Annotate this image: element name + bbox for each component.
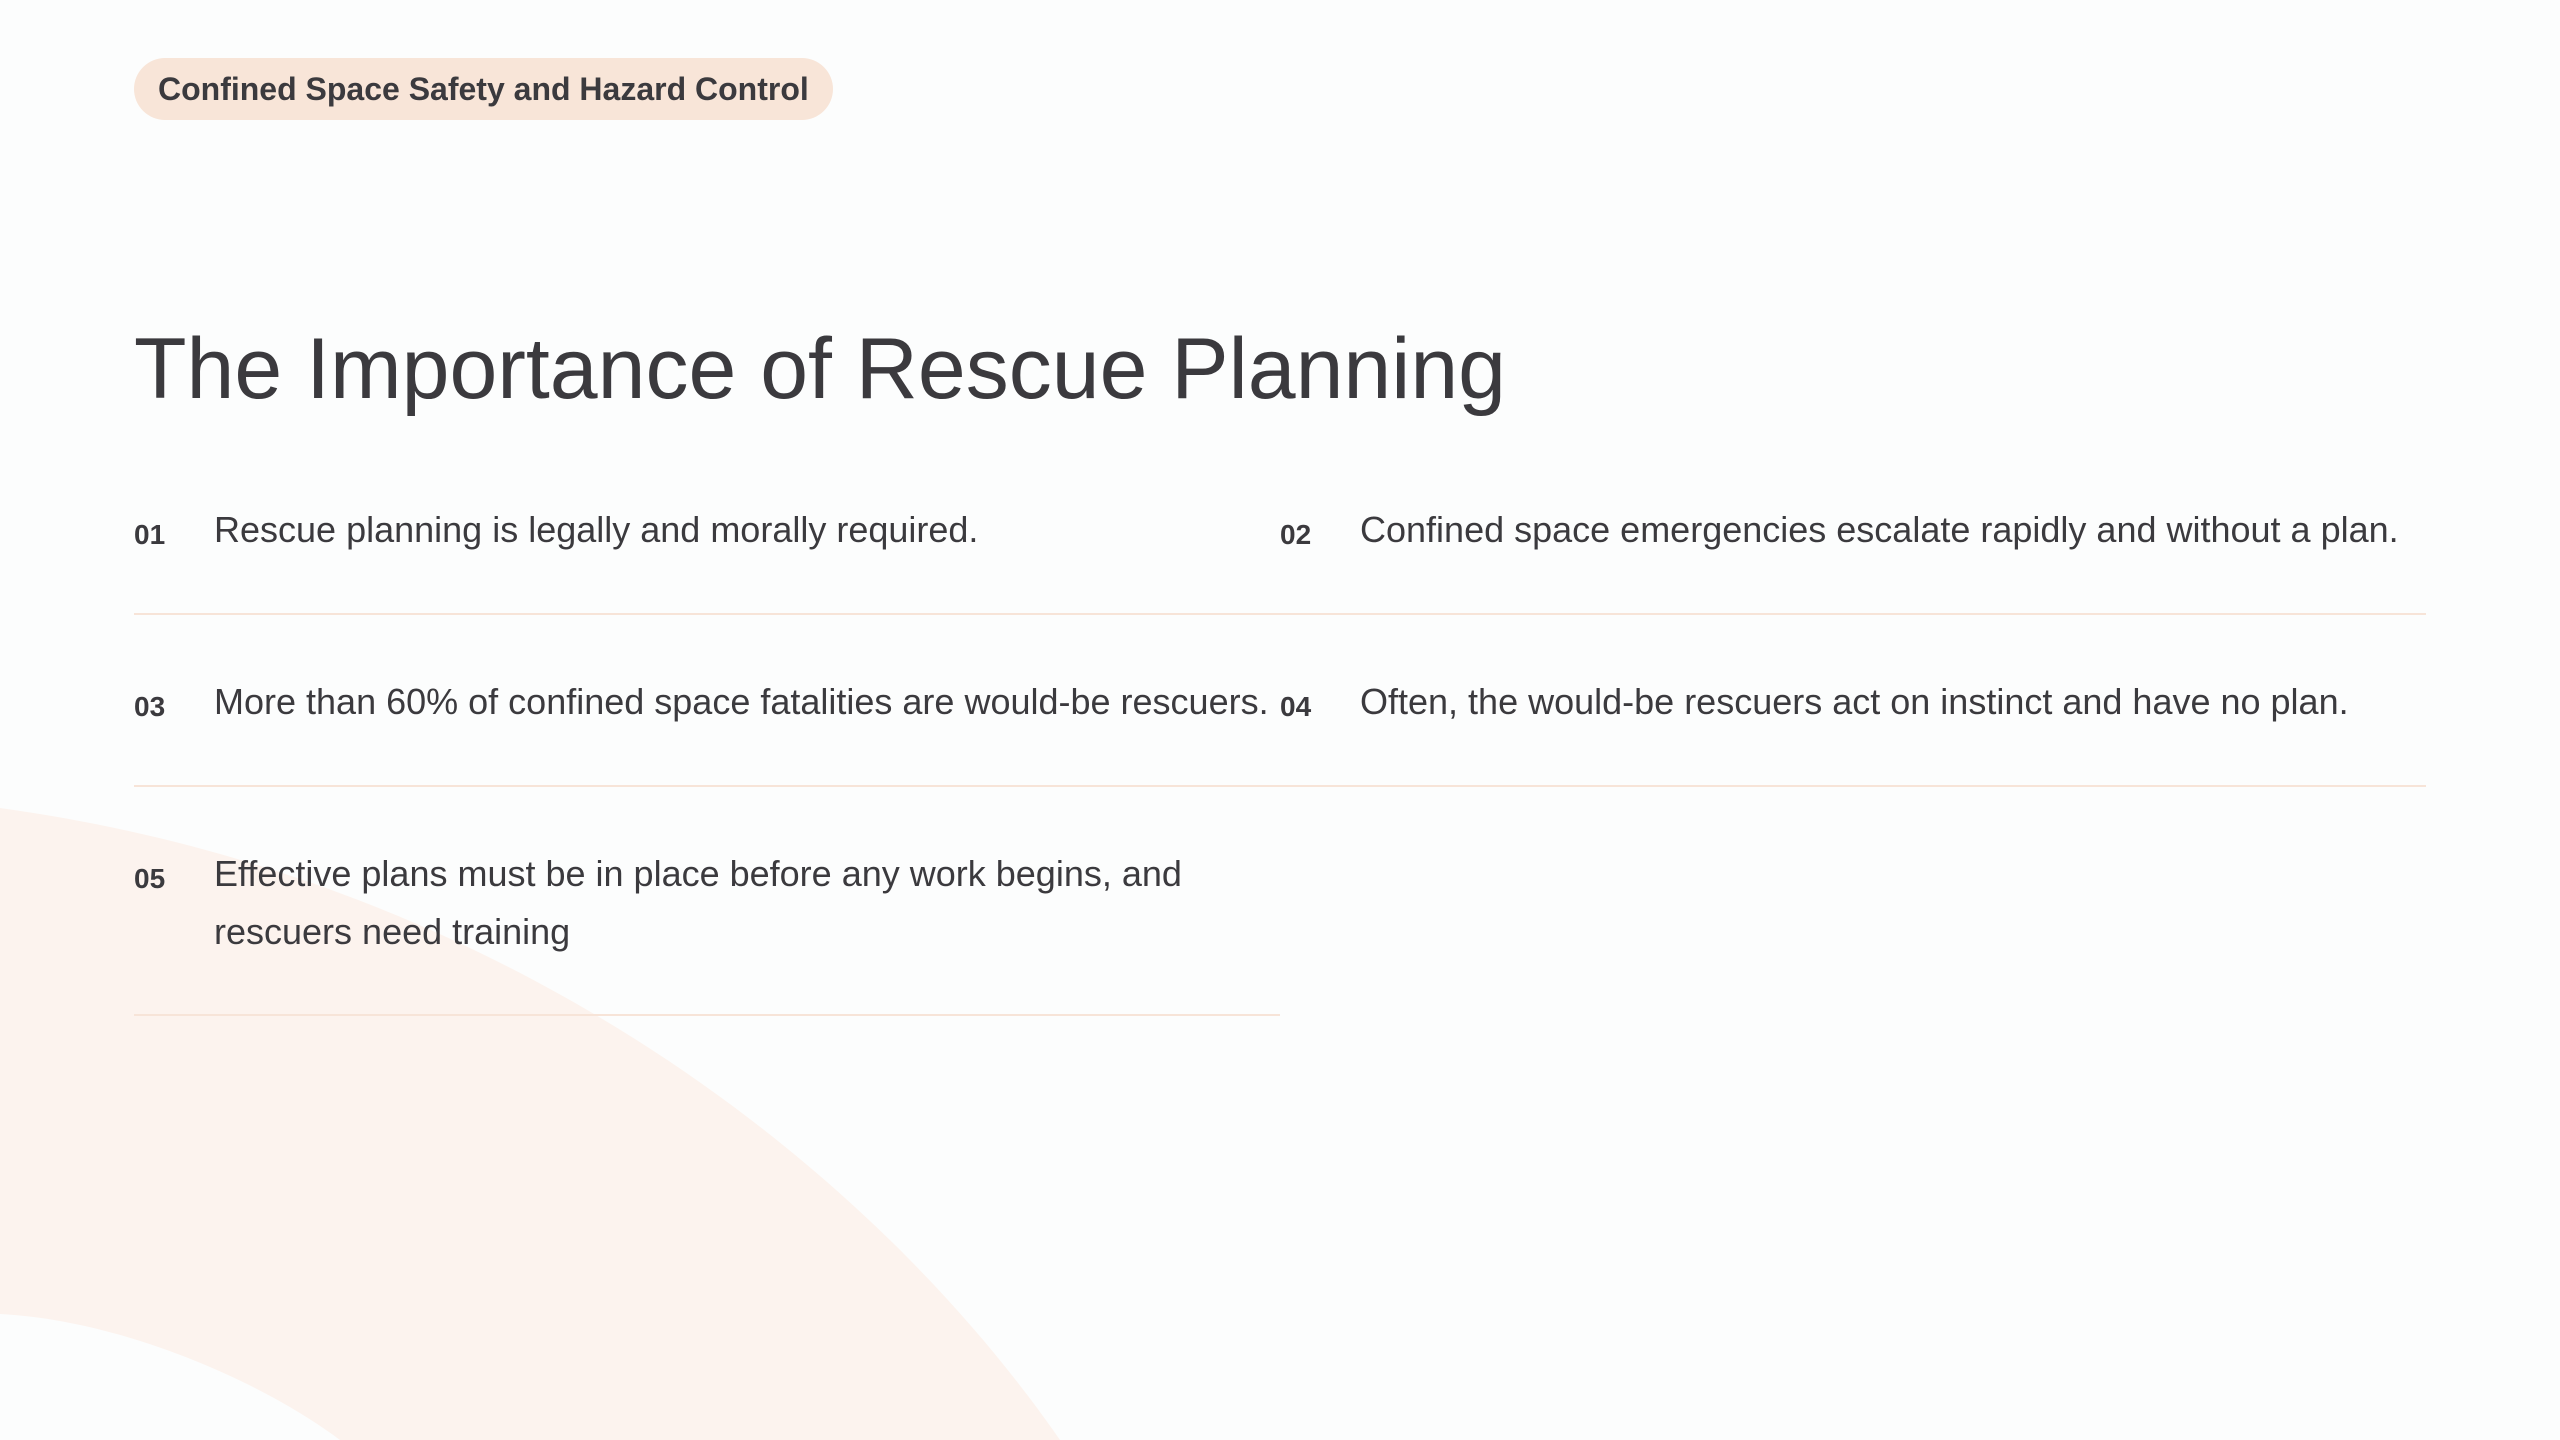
item-text: Often, the would-be rescuers act on instinct and have no plan. <box>1360 681 2349 722</box>
item-text: Rescue planning is legally and morally required. <box>214 509 979 550</box>
list-item <box>134 501 1280 615</box>
item-text: More than 60% of confined space fatalities are would-be rescuers. <box>214 681 1269 722</box>
item-number: 05 <box>134 863 166 894</box>
list-item <box>134 845 1280 1016</box>
item-number: 03 <box>134 691 166 722</box>
section-tag: Confined Space Safety and Hazard Control <box>134 58 833 120</box>
list-item <box>134 673 1280 787</box>
item-number: 04 <box>1280 691 1312 722</box>
list-item <box>1280 501 2426 615</box>
page-title: The Importance of Rescue Planning <box>134 321 1507 417</box>
item-text: Confined space emergencies escalate rapidly and without a plan. <box>1360 509 2399 550</box>
list-item <box>1280 673 2426 787</box>
item-number: 01 <box>134 519 166 550</box>
item-text: Effective plans must be in place before any work begins, and rescuers need training <box>214 853 1182 952</box>
item-number: 02 <box>1280 519 1312 550</box>
